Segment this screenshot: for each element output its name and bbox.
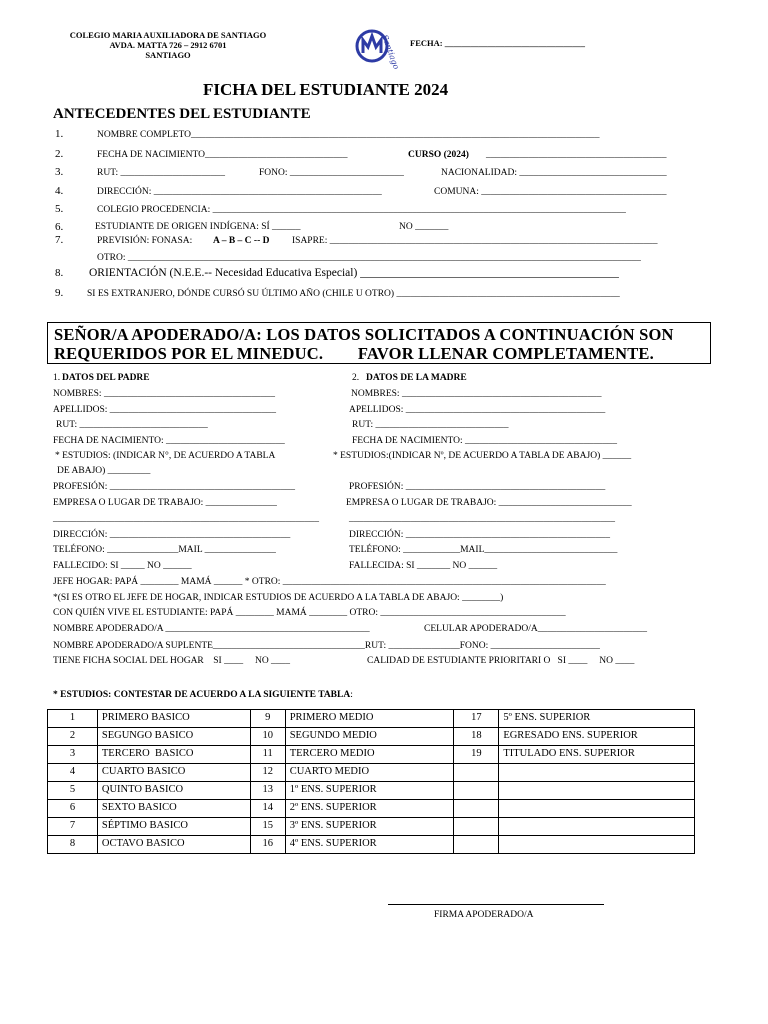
course-field[interactable]: ______________________________________ <box>486 150 667 160</box>
table-cell: PRIMERO BASICO <box>97 710 250 728</box>
mother-workplace-field[interactable]: EMPRESA O LUGAR DE TRABAJO: ____________________________ <box>346 498 632 508</box>
item-number: 3. <box>55 166 64 178</box>
studies-table <box>47 709 695 854</box>
item-number: 8. <box>55 267 64 279</box>
table-cell: 1º ENS. SUPERIOR <box>285 782 454 800</box>
isapre-field[interactable]: ISAPRE: _____________________________________________________________________ <box>292 236 658 246</box>
table-cell: 5º ENS. SUPERIOR <box>499 710 695 728</box>
table-row <box>48 836 695 854</box>
school-city: SANTIAGO <box>145 50 191 60</box>
table-row <box>48 800 695 818</box>
notice-line-2: REQUERIDOS POR EL MINEDUC. FAVOR LLENAR COMPLETAMENTE. <box>54 344 654 363</box>
other-insurance-field[interactable]: OTRO: ____________________________________________________________________________________________________________ <box>97 253 641 263</box>
indigenous-yes-field[interactable]: ESTUDIANTE DE ORIGEN INDÍGENA: SÍ ______ <box>95 222 301 232</box>
father-profession-field[interactable]: PROFESIÓN: _______________________________________ <box>53 482 295 492</box>
table-cell: 4º ENS. SUPERIOR <box>285 836 454 854</box>
table-cell <box>454 782 499 800</box>
mother-heading-number: 2. <box>352 373 360 383</box>
school-logo <box>352 22 401 71</box>
table-cell: 18 <box>454 728 499 746</box>
item-number: 5. <box>55 203 64 215</box>
father-address-field[interactable]: DIRECCIÓN: ______________________________________ <box>53 530 291 540</box>
table-cell: CUARTO BASICO <box>97 764 250 782</box>
table-cell: 7 <box>48 818 98 836</box>
table-cell: 5 <box>48 782 98 800</box>
mother-rut-field[interactable]: RUT: ____________________________ <box>352 420 509 430</box>
table-cell <box>499 782 695 800</box>
guardian-name-field[interactable]: NOMBRE APODERADO/A ___________________________________________ <box>53 624 370 634</box>
mother-heading: DATOS DE LA MADRE <box>366 373 467 383</box>
studies-heading-colon: : <box>350 690 353 700</box>
lives-with-field[interactable]: CON QUIÉN VIVE EL ESTUDIANTE: PAPÁ ________ MAMÁ ________ OTRO: _______________________________________ <box>53 608 566 618</box>
table-cell: QUINTO BASICO <box>97 782 250 800</box>
father-heading: DATOS DEL PADRE <box>62 373 150 383</box>
guardian-cell-field[interactable]: CELULAR APODERADO/A_______________________ <box>424 624 647 634</box>
studies-heading-text: * ESTUDIOS: CONTESTAR DE ACUERDO A LA SIGUIENTE TABLA <box>53 690 351 700</box>
course-label: CURSO (2024) <box>408 150 469 160</box>
table-cell: OCTAVO BASICO <box>97 836 250 854</box>
full-name-field[interactable]: NOMBRE COMPLETO______________________________________________________________________________________ <box>97 130 600 140</box>
table-cell <box>499 818 695 836</box>
table-cell: 11 <box>250 746 285 764</box>
item-number: 7. <box>55 234 64 246</box>
mineduc-notice <box>47 322 711 364</box>
table-cell: 16 <box>250 836 285 854</box>
social-record-field[interactable]: TIENE FICHA SOCIAL DEL HOGAR SI ____ NO ____ <box>53 656 291 666</box>
father-birth-date-field[interactable]: FECHA DE NACIMIENTO: _________________________ <box>53 436 285 446</box>
table-cell: EGRESADO ENS. SUPERIOR <box>499 728 695 746</box>
table-row <box>48 818 695 836</box>
table-cell: 14 <box>250 800 285 818</box>
head-of-household-studies-field[interactable]: *(SI ES OTRO EL JEFE DE HOGAR, INDICAR ESTUDIOS DE ACUERDO A LA TABLA DE ABAJO: ________) <box>53 593 504 603</box>
item-number: 2. <box>55 148 64 160</box>
mother-deceased-field[interactable]: FALLECIDA: SI _______ NO ______ <box>349 561 498 571</box>
table-cell: SEGUNDO MEDIO <box>285 728 454 746</box>
special-needs-field[interactable]: ORIENTACIÓN (N.E.E.-- Necesidad Educativa Especial) _____________________________________________ <box>89 267 619 279</box>
mother-surnames-field[interactable]: APELLIDOS: __________________________________________ <box>349 405 606 415</box>
signature-line[interactable] <box>388 904 604 905</box>
phone-field[interactable]: FONO: ________________________ <box>259 168 404 178</box>
nationality-field[interactable]: NACIONALIDAD: _______________________________ <box>441 168 667 178</box>
item-number: 6. <box>55 221 64 233</box>
table-row <box>48 710 695 728</box>
mother-studies-field[interactable]: * ESTUDIOS:(INDICAR Nº, DE ACUERDO A TABLA DE ABAJO) ______ <box>333 451 632 461</box>
notice-line-1: SEÑOR/A APODERADO/A: LOS DATOS SOLICITADOS A CONTINUACIÓN SON <box>54 325 674 344</box>
school-address: AVDA. MATTA 726 – 2912 6701 <box>109 40 227 50</box>
table-cell: 4 <box>48 764 98 782</box>
item-number: 4. <box>55 185 64 197</box>
table-cell: 3 <box>48 746 98 764</box>
table-cell <box>499 764 695 782</box>
father-heading-number: 1. <box>53 373 61 383</box>
table-cell: SEGUNGO BASICO <box>97 728 250 746</box>
table-cell <box>499 836 695 854</box>
father-workplace-extra-line[interactable]: ________________________________________________________ <box>53 514 319 524</box>
mother-birth-date-field[interactable]: FECHA DE NACIMIENTO: ________________________________ <box>352 436 618 446</box>
head-of-household-field[interactable]: JEFE HOGAR: PAPÁ ________ MAMÁ ______ * OTRO: ____________________________________________________________________ <box>53 577 606 587</box>
mother-names-field[interactable]: NOMBRES: __________________________________________ <box>351 389 602 399</box>
table-row <box>48 764 695 782</box>
table-cell <box>454 818 499 836</box>
table-cell: 6 <box>48 800 98 818</box>
father-studies-field[interactable]: DE ABAJO) _________ <box>57 466 151 476</box>
table-cell: SÉPTIMO BASICO <box>97 818 250 836</box>
commune-field[interactable]: COMUNA: _______________________________________ <box>434 187 667 197</box>
mother-workplace-extra-line[interactable]: ________________________________________________________ <box>349 514 615 524</box>
table-cell: 17 <box>454 710 499 728</box>
item-number: 1. <box>55 128 64 140</box>
table-cell: CUARTO MEDIO <box>285 764 454 782</box>
table-cell: TERCERO BASICO <box>97 746 250 764</box>
date-field[interactable]: FECHA: _________________________________ <box>410 38 585 48</box>
table-cell: 19 <box>454 746 499 764</box>
table-cell: 9 <box>250 710 285 728</box>
father-studies-label: * ESTUDIOS: (INDICAR N°, DE ACUERDO A TABLA <box>55 451 276 461</box>
table-cell: 1 <box>48 710 98 728</box>
table-cell <box>454 800 499 818</box>
fonasa-options[interactable]: A – B – C -- D <box>213 236 270 246</box>
table-row <box>48 728 695 746</box>
indigenous-no-field[interactable]: NO _______ <box>399 222 449 232</box>
health-insurance-label: PREVISIÓN: FONASA: <box>97 236 193 246</box>
priority-student-field[interactable]: CALIDAD DE ESTUDIANTE PRIORITARI O SI ____ NO ____ <box>367 656 635 666</box>
father-names-field[interactable]: NOMBRES: ____________________________________ <box>53 389 275 399</box>
table-row <box>48 782 695 800</box>
birth-date-field[interactable]: FECHA DE NACIMIENTO______________________________ <box>97 150 348 160</box>
table-cell: TITULADO ENS. SUPERIOR <box>499 746 695 764</box>
table-cell: SEXTO BASICO <box>97 800 250 818</box>
table-cell <box>499 800 695 818</box>
father-surnames-field[interactable]: APELLIDOS: ___________________________________ <box>53 405 276 415</box>
section-heading-student: ANTECEDENTES DEL ESTUDIANTE <box>53 106 311 122</box>
table-cell: 3º ENS. SUPERIOR <box>285 818 454 836</box>
studies-table-heading <box>53 690 353 700</box>
signature-label: FIRMA APODERADO/A <box>434 910 534 920</box>
table-cell: 13 <box>250 782 285 800</box>
school-name: COLEGIO MARIA AUXILIADORA DE SANTIAGO <box>69 30 267 40</box>
table-cell: 12 <box>250 764 285 782</box>
table-cell: 2º ENS. SUPERIOR <box>285 800 454 818</box>
table-row <box>48 746 695 764</box>
table-cell: 8 <box>48 836 98 854</box>
substitute-guardian-field[interactable]: NOMBRE APODERADO/A SUPLENTE________________________________RUT: _______________FONO: _______________________ <box>53 641 600 651</box>
father-phone-mail-field[interactable]: TELÉFONO: _______________MAIL _______________ <box>53 545 276 555</box>
table-cell: 10 <box>250 728 285 746</box>
table-cell: TERCERO MEDIO <box>285 746 454 764</box>
mother-phone-mail-field[interactable]: TELÉFONO: ____________MAIL____________________________ <box>349 545 618 555</box>
page-title: FICHA DEL ESTUDIANTE 2024 <box>203 80 449 99</box>
father-workplace-field[interactable]: EMPRESA O LUGAR DE TRABAJO: _______________ <box>53 498 277 508</box>
school-header <box>52 30 284 60</box>
table-cell: 2 <box>48 728 98 746</box>
logo-lettering: Santiago <box>380 33 401 71</box>
previous-school-field[interactable]: COLEGIO PROCEDENCIA: _______________________________________________________________________________________ <box>97 205 626 215</box>
father-deceased-field[interactable]: FALLECIDO: SI _____ NO ______ <box>53 561 192 571</box>
table-cell <box>454 836 499 854</box>
rut-field[interactable]: RUT: ______________________ <box>97 168 226 178</box>
foreign-school-field[interactable]: SI ES EXTRANJERO, DÓNDE CURSÓ SU ÚLTIMO AÑO (CHILE U OTRO) _______________________________________________ <box>87 289 620 299</box>
father-rut-field[interactable]: RUT: ___________________________ <box>56 420 208 430</box>
table-cell <box>454 764 499 782</box>
mother-address-field[interactable]: DIRECCIÓN: ___________________________________________ <box>349 530 610 540</box>
address-field[interactable]: DIRECCIÓN: ________________________________________________ <box>97 187 382 197</box>
item-number: 9. <box>55 287 64 299</box>
table-cell: 15 <box>250 818 285 836</box>
mother-profession-field[interactable]: PROFESIÓN: __________________________________________ <box>349 482 606 492</box>
table-cell: PRIMERO MEDIO <box>285 710 454 728</box>
